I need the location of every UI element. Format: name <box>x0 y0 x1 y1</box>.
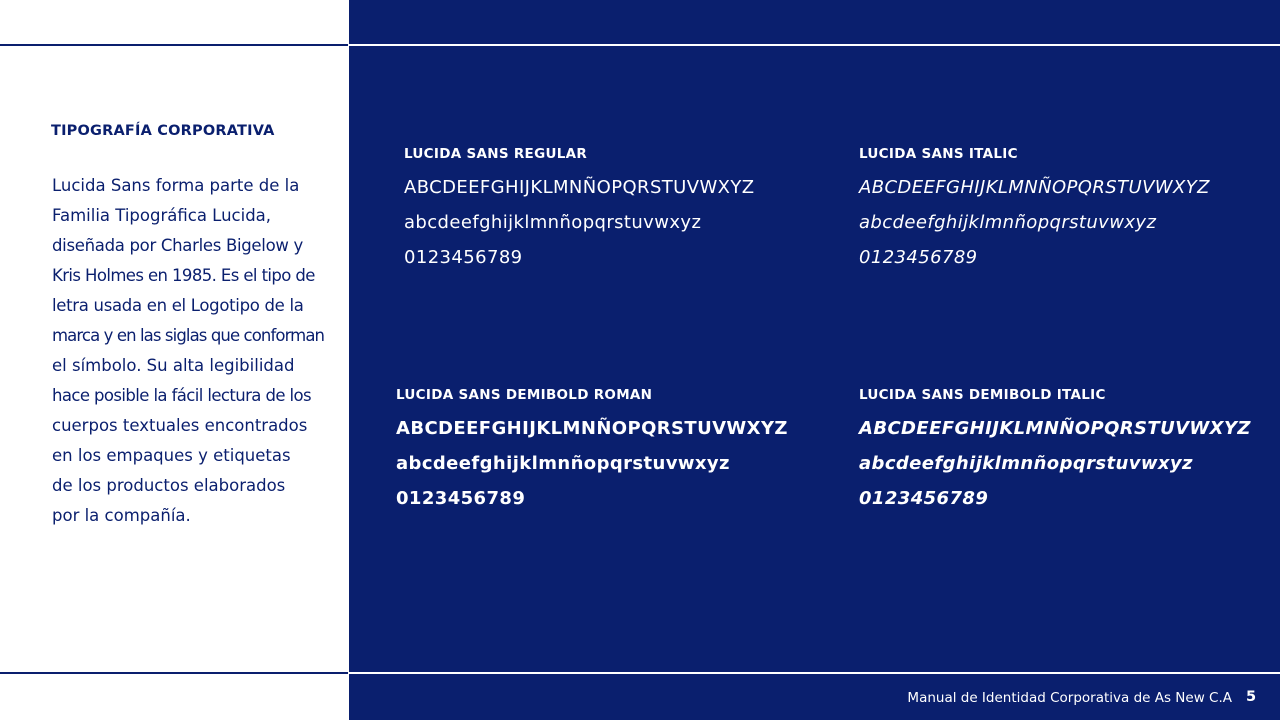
specimen-digits: 0123456789 <box>404 247 523 268</box>
specimen-lucida-sans-italic <box>859 144 1210 275</box>
specimen-label: LUCIDA SANS DEMIBOLD ITALIC <box>859 387 1106 403</box>
description-line: hace posible la fácil lectura de los <box>52 386 312 405</box>
specimen-lowercase: abcdeefghijklmnñopqrstuvwxyz <box>859 453 1193 474</box>
description-line: cuerpos textuales encontrados <box>52 416 308 435</box>
blue-panel <box>349 0 1280 720</box>
description-line: por la compañía. <box>52 506 191 525</box>
description-line: el símbolo. Su alta legibilidad <box>52 356 295 375</box>
specimen-digits: 0123456789 <box>859 488 989 509</box>
specimen-uppercase: ABCDEEFGHIJKLMNÑOPQRSTUVWXYZ <box>859 418 1251 439</box>
specimen-uppercase: ABCDEEFGHIJKLMNÑOPQRSTUVWXYZ <box>859 177 1210 198</box>
specimen-label: LUCIDA SANS ITALIC <box>859 146 1018 162</box>
description-line: diseñada por Charles Bigelow y <box>52 236 303 255</box>
bottom-rule-left <box>0 672 348 674</box>
description-line: marca y en las siglas que conforman <box>52 326 325 345</box>
specimen-lucida-sans-demibold-italic <box>859 385 1251 516</box>
specimen-lucida-sans-regular <box>404 144 755 275</box>
description-line: Lucida Sans forma parte de la <box>52 176 300 195</box>
specimen-label: LUCIDA SANS DEMIBOLD ROMAN <box>396 387 653 403</box>
specimen-lowercase: abcdeefghijklmnñopqrstuvwxyz <box>404 212 702 233</box>
specimen-lowercase: abcdeefghijklmnñopqrstuvwxyz <box>396 453 730 474</box>
description-line: de los productos elaborados <box>52 476 286 495</box>
description-line: Kris Holmes en 1985. Es el tipo de <box>52 266 315 285</box>
footer-manual-title: Manual de Identidad Corporativa de As New C.A <box>907 690 1232 706</box>
specimen-uppercase: ABCDEEFGHIJKLMNÑOPQRSTUVWXYZ <box>404 177 755 198</box>
specimen-lowercase: abcdeefghijklmnñopqrstuvwxyz <box>859 212 1157 233</box>
description-line: en los empaques y etiquetas <box>52 446 291 465</box>
top-rule-right <box>349 44 1280 46</box>
specimen-lucida-sans-demibold-roman <box>396 385 788 516</box>
specimen-uppercase: ABCDEEFGHIJKLMNÑOPQRSTUVWXYZ <box>396 418 788 439</box>
specimen-label: LUCIDA SANS REGULAR <box>404 146 588 162</box>
specimen-digits: 0123456789 <box>396 488 526 509</box>
section-title: TIPOGRAFÍA CORPORATIVA <box>51 123 275 139</box>
specimen-digits: 0123456789 <box>859 247 978 268</box>
description-line: Familia Tipográfica Lucida, <box>52 206 272 225</box>
description-line: letra usada en el Logotipo de la <box>52 296 304 315</box>
bottom-rule-right <box>349 672 1280 674</box>
description-paragraph <box>52 171 337 531</box>
page-number: 5 <box>1246 689 1257 705</box>
top-rule-left <box>0 44 348 46</box>
